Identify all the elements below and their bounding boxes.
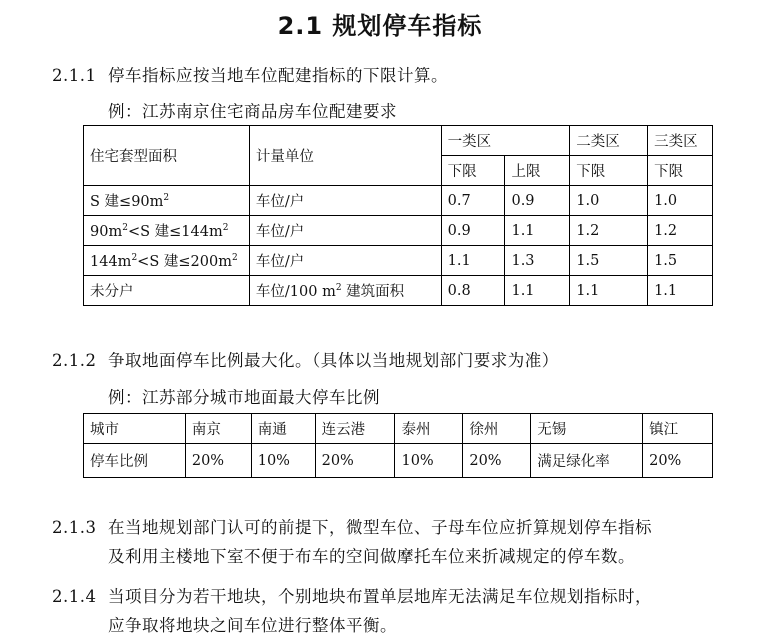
value-cell: 1.1 (441, 246, 505, 276)
table2-caption: 例：江苏部分城市地面最大停车比例 (108, 388, 380, 407)
table-header-row (84, 414, 713, 444)
value-cell: 1.1 (570, 276, 648, 306)
value-cell: 20% (643, 444, 713, 478)
section-number: 2.1.3 (52, 518, 97, 537)
section-2-1-3 (52, 514, 652, 538)
value-cell: 10% (395, 444, 463, 478)
section-text: 停车指标应按当地车位配建指标的下限计算。 (108, 66, 448, 85)
section-2-1-3-continued: 及利用主楼地下室不便于布车的空间做摩托车位来折减规定的停车数。 (108, 547, 635, 566)
header-zone2-lower: 下限 (570, 156, 648, 186)
area-cell: $144m^2<S$ 建$\le 200m^2$ (84, 246, 250, 276)
value-cell: 1.1 (648, 276, 713, 306)
area-cell: 未分户 (84, 276, 250, 306)
value-cell: 0.7 (441, 186, 505, 216)
value-cell: 0.9 (441, 216, 505, 246)
table1-caption: 例：江苏南京住宅商品房车位配建要求 (108, 102, 397, 121)
value-cell: 1.2 (648, 216, 713, 246)
value-cell: 1.2 (570, 216, 648, 246)
section-2-1-4-continued: 应争取将地块之间车位进行整体平衡。 (108, 616, 397, 635)
page-title: 2.1 规划停车指标 (277, 12, 483, 40)
header-unit: 计量单位 (249, 126, 441, 186)
header-zone3: 三类区 (648, 126, 713, 156)
section-number: 2.1.4 (52, 587, 97, 606)
city-parking-table (83, 413, 713, 478)
unit-cell: 车位/100 $m^2$ 建筑面积 (249, 276, 441, 306)
table-row (84, 216, 713, 246)
header-cell: 南通 (251, 414, 315, 444)
unit-cell: 车位/户 (249, 216, 441, 246)
area-cell: $90m^2<S$ 建$\le 144m^2$ (84, 216, 250, 246)
section-2-1-2 (52, 347, 559, 371)
table-row (84, 186, 713, 216)
header-zone3-lower: 下限 (648, 156, 713, 186)
header-cell: 徐州 (463, 414, 531, 444)
value-cell: 20% (463, 444, 531, 478)
table-row (84, 246, 713, 276)
section-text: 当项目分为若干地块，个别地块布置单层地库无法满足车位规划指标时， (108, 587, 652, 606)
value-cell: 20% (315, 444, 395, 478)
header-zone1-lower: 下限 (441, 156, 505, 186)
area-cell: S 建$\le 90m^2$ (84, 186, 250, 216)
value-cell: 1.1 (505, 216, 570, 246)
value-cell: 1.0 (648, 186, 713, 216)
parking-ratio-table (83, 125, 713, 306)
header-zone1: 一类区 (441, 126, 570, 156)
unit-cell: 车位/户 (249, 186, 441, 216)
header-cell: 城市 (84, 414, 186, 444)
value-cell: 1.5 (570, 246, 648, 276)
value-cell: 1.0 (570, 186, 648, 216)
value-cell: 20% (185, 444, 251, 478)
section-2-1-4 (52, 583, 652, 607)
unit-cell: 车位/户 (249, 246, 441, 276)
value-cell: 1.3 (505, 246, 570, 276)
value-cell: 0.8 (441, 276, 505, 306)
header-cell: 南京 (185, 414, 251, 444)
value-cell: 1.5 (648, 246, 713, 276)
header-cell: 泰州 (395, 414, 463, 444)
section-text: 在当地规划部门认可的前提下，微型车位、子母车位应折算规划停车指标 (108, 518, 652, 537)
table-row (84, 444, 713, 478)
header-cell: 无锡 (531, 414, 643, 444)
section-text: 争取地面停车比例最大化。（具体以当地规划部门要求为准） (108, 351, 559, 370)
header-zone1-upper: 上限 (505, 156, 570, 186)
table-row (84, 276, 713, 306)
section-number: 2.1.2 (52, 351, 97, 370)
section-number: 2.1.1 (52, 66, 97, 85)
row-label-cell: 停车比例 (84, 444, 186, 478)
header-area: 住宅套型面积 (84, 126, 250, 186)
value-cell: 满足绿化率 (531, 444, 643, 478)
value-cell: 0.9 (505, 186, 570, 216)
value-cell: 1.1 (505, 276, 570, 306)
value-cell: 10% (251, 444, 315, 478)
section-2-1-1 (52, 62, 448, 86)
header-cell: 镇江 (643, 414, 713, 444)
header-cell: 连云港 (315, 414, 395, 444)
header-zone2: 二类区 (570, 126, 648, 156)
